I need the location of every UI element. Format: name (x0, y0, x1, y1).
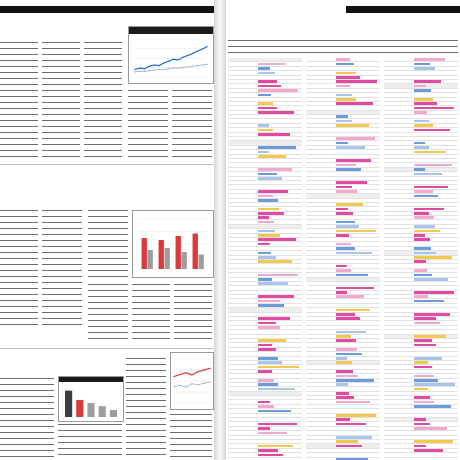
bottom-bar-chart (59, 377, 123, 421)
results-bar-fill (336, 168, 361, 171)
results-bar-fill (336, 436, 373, 439)
results-bar-fill (414, 379, 439, 382)
results-bar-fill (336, 269, 352, 272)
results-bar-fill (258, 410, 291, 413)
top-line-chart-point (144, 68, 145, 69)
bottom-bar-chart-title-bar (59, 377, 123, 382)
mid-bar-chart-bar (165, 248, 170, 269)
top-line-chart-point (163, 62, 164, 63)
results-bar-fill (414, 208, 444, 211)
results-bar-fill (414, 190, 434, 193)
results-bar-fill (336, 146, 365, 149)
results-bar-fill (414, 317, 436, 320)
results-bar-fill (336, 190, 357, 193)
results-bar-fill (336, 76, 361, 79)
right-masthead-bar (346, 6, 460, 13)
results-bar-fill (258, 208, 280, 211)
top-article-body-col-4 (128, 90, 168, 160)
results-bar-fill (414, 300, 445, 303)
results-table-2 (306, 58, 380, 460)
results-bar-fill (336, 423, 367, 426)
results-bar-fill (258, 85, 282, 88)
results-bar-fill (336, 124, 369, 127)
results-bar-fill (414, 111, 427, 114)
results-bar-fill (258, 366, 299, 369)
results-bar-fill (414, 445, 427, 448)
bottom-line-chart-point (173, 376, 174, 377)
results-bar-fill (414, 164, 452, 167)
results-bar-fill (414, 427, 447, 430)
mid-bar-chart-bar (176, 236, 181, 269)
results-bar-fill (336, 353, 362, 356)
results-bar-fill (258, 151, 270, 154)
results-bar-fill (336, 181, 368, 184)
results-bar-fill (414, 146, 430, 149)
results-bar-fill (414, 124, 434, 127)
results-bar-fill (258, 304, 285, 307)
top-article-body-col-5 (172, 90, 212, 160)
top-line-chart-point (197, 50, 198, 51)
results-bar-fill (258, 72, 275, 75)
bottom-bar-chart-bar (65, 391, 72, 417)
results-bar-fill (258, 168, 292, 171)
top-line-chart-point (178, 67, 179, 68)
results-bar-fill (414, 58, 446, 61)
results-bar-fill (414, 335, 447, 338)
results-bar-fill (258, 133, 290, 136)
results-bar-fill (336, 291, 348, 294)
bottom-line-chart-point (203, 369, 204, 370)
results-bar-fill (258, 155, 286, 158)
results-bar-fill (414, 278, 449, 281)
results-bar-fill (414, 375, 434, 378)
bottom-line-chart-point (197, 384, 198, 385)
bottom-line-chart-point (179, 374, 180, 375)
results-bar-fill (336, 265, 347, 268)
results-bar-fill (336, 203, 364, 206)
top-line-chart-point (149, 66, 150, 67)
top-line-chart-point (178, 59, 179, 60)
results-bar-fill (414, 291, 455, 294)
results-bar-fill (414, 234, 426, 237)
results-bar-fill (336, 309, 370, 312)
bottom-bar-chart-bar (99, 406, 106, 417)
results-bar-fill (258, 243, 270, 246)
top-line-chart-point (173, 59, 174, 60)
results-bar-fill (258, 199, 278, 202)
bottom-line-chart-point (185, 372, 186, 373)
results-bar-fill (258, 370, 273, 373)
results-bar-fill (414, 120, 429, 123)
results-bar-fill (336, 295, 364, 298)
results-bar-fill (414, 67, 435, 70)
results-bar-fill (258, 177, 282, 180)
results-bar-fill (336, 85, 351, 88)
results-bar-fill (258, 67, 271, 70)
results-table-col-2 (306, 58, 380, 456)
top-line-chart-point (192, 66, 193, 67)
top-line-chart (129, 27, 213, 83)
top-line-chart-point (192, 53, 193, 54)
results-bar-fill (336, 287, 374, 290)
mid-bar-chart-bar (193, 234, 198, 270)
results-bar-fill (258, 89, 298, 92)
results-bar-fill (258, 379, 274, 382)
mid-bar-chart-bar (182, 252, 187, 269)
bottom-line-chart-point (185, 386, 186, 387)
results-bar-fill (336, 274, 368, 277)
results-bar-fill (414, 230, 440, 233)
results-bar-fill (414, 247, 432, 250)
top-article-body-text (0, 42, 122, 160)
results-bar-fill (336, 159, 372, 162)
bottom-line-chart-point (173, 386, 174, 387)
results-bar-fill (336, 339, 356, 342)
right-intro-text (228, 40, 458, 54)
results-bar-fill (414, 89, 431, 92)
results-bar-fill (414, 313, 451, 316)
results-bar-fill (258, 190, 288, 193)
results-bar-fill (414, 361, 428, 364)
results-bar-fill (414, 383, 455, 386)
bottom-line-chart-point (197, 371, 198, 372)
bottom-line-chart-point (179, 385, 180, 386)
results-bar-fill (336, 440, 358, 443)
results-bar-fill (336, 401, 371, 404)
results-bar-fill (258, 454, 283, 457)
results-bar-fill (258, 107, 278, 110)
top-line-chart-point (149, 70, 150, 71)
top-line-chart-point (144, 71, 145, 72)
results-bar-fill (336, 370, 354, 373)
results-bar-fill (336, 164, 357, 167)
results-bar-fill (336, 137, 376, 140)
bottom-line-chart-panel (170, 352, 214, 410)
top-line-chart-panel (128, 26, 214, 84)
results-bar-fill (336, 120, 353, 123)
results-table-1 (228, 58, 302, 460)
results-bar-fill (414, 440, 454, 443)
bottom-line-chart (171, 353, 213, 409)
results-bar-fill (258, 129, 274, 132)
top-line-chart-point (206, 64, 207, 65)
left-page (0, 0, 214, 460)
results-bar-fill (414, 322, 441, 325)
results-bar-fill (414, 85, 427, 88)
results-bar-fill (336, 331, 366, 334)
results-bar-fill (336, 94, 352, 97)
results-bar-fill (258, 300, 280, 303)
results-bar-fill (336, 58, 350, 61)
results-bar-fill (414, 366, 433, 369)
results-bar-fill (258, 230, 276, 233)
results-bar-fill (258, 111, 294, 114)
results-bar-fill (258, 432, 287, 435)
results-bar-fill (258, 449, 279, 452)
top-line-chart-point (182, 67, 183, 68)
results-bar-fill (414, 256, 453, 259)
results-bar-fill (336, 357, 348, 360)
results-bar-fill (414, 225, 436, 228)
mid-bar-chart-bar (199, 255, 204, 270)
results-bar-fill (414, 151, 446, 154)
results-bar-fill (258, 212, 284, 215)
top-line-chart-point (158, 69, 159, 70)
left-divider-1 (0, 164, 214, 165)
results-bar-fill (336, 247, 356, 250)
results-table-col-3 (384, 58, 458, 456)
results-bar-fill (414, 173, 442, 176)
results-bar-fill (258, 238, 297, 241)
results-bar-fill (258, 348, 277, 351)
top-line-chart-point (139, 71, 140, 72)
mid-left-body-text (0, 210, 82, 328)
bottom-bar-chart-bar (76, 400, 83, 417)
results-bar-fill (258, 295, 295, 298)
bottom-right-body-text (126, 358, 166, 458)
results-bar-fill (258, 282, 289, 285)
results-bar-fill (336, 63, 355, 66)
results-bar-fill (336, 392, 350, 395)
results-bar-fill (336, 317, 360, 320)
bottom-line-chart-point (209, 368, 210, 369)
top-line-chart-point (202, 64, 203, 65)
results-bar-fill (258, 339, 287, 342)
results-bar-fill (414, 269, 428, 272)
results-bar-fill (336, 115, 348, 118)
results-bar-fill (336, 72, 356, 75)
results-bar-fill (258, 260, 293, 263)
results-bar-fill (336, 418, 350, 421)
right-page (226, 0, 460, 460)
results-bar-fill (258, 317, 291, 320)
results-bar-fill (258, 322, 276, 325)
mid-right-body-text (88, 210, 128, 280)
results-bar-fill (258, 361, 283, 364)
results-bar-fill (258, 173, 278, 176)
results-bar-fill (414, 186, 448, 189)
results-bar-fill (258, 94, 271, 97)
results-bar-fill (258, 326, 281, 329)
top-line-chart-point (134, 71, 135, 72)
results-bar-fill (258, 274, 299, 277)
results-bar-fill (258, 427, 271, 430)
results-bar-fill (414, 405, 451, 408)
top-line-chart-point (154, 64, 155, 65)
mid-bar-chart-panel (132, 210, 214, 278)
results-bar-fill (414, 98, 433, 101)
results-bar-fill (258, 405, 275, 408)
results-bar-fill (336, 221, 355, 224)
results-bar-fill (258, 344, 272, 347)
top-line-chart-point (168, 60, 169, 61)
top-line-chart-point (187, 55, 188, 56)
right-masthead-section (228, 6, 268, 13)
results-bar-fill (414, 339, 432, 342)
results-bar-fill (414, 388, 429, 391)
results-bar-fill (336, 335, 352, 338)
results-bar-fill (258, 63, 286, 66)
results-bar-fill (258, 256, 276, 259)
results-bar-fill (414, 80, 442, 83)
results-bar-fill (336, 80, 377, 83)
results-bar-fill (258, 146, 296, 149)
results-bar-fill (414, 63, 431, 66)
results-bar-fill (258, 278, 272, 281)
mid-right-body-col-3 (132, 284, 170, 344)
results-bar-fill (336, 379, 375, 382)
results-bar-fill (414, 252, 436, 255)
mid-bar-chart-bar (142, 238, 147, 269)
results-bar-fill (414, 107, 454, 110)
results-bar-fill (336, 225, 360, 228)
results-bar-fill (258, 195, 274, 198)
results-bar-fill (336, 445, 363, 448)
results-bar-fill (336, 361, 352, 364)
results-bar-fill (336, 186, 353, 189)
top-line-chart-point (173, 67, 174, 68)
top-line-chart-point (197, 65, 198, 66)
top-line-chart-point (134, 69, 135, 70)
mid-right-body-col-4 (174, 284, 212, 344)
results-bar-fill (336, 375, 358, 378)
bottom-line-chart-point (203, 383, 204, 384)
results-bar-fill (414, 418, 426, 421)
results-bar-fill (414, 396, 430, 399)
results-table-col-1 (228, 58, 302, 456)
results-bar-fill (336, 142, 349, 145)
results-bar-fill (414, 195, 438, 198)
results-bar-fill (258, 388, 295, 391)
results-bar-fill (414, 449, 443, 452)
results-bar-fill (414, 142, 425, 145)
results-bar-fill (258, 401, 270, 404)
bottom-bar-chart-bar (87, 403, 94, 417)
mid-bar-chart-bar (159, 240, 164, 269)
results-bar-fill (258, 357, 278, 360)
results-bar-fill (336, 396, 354, 399)
results-bar-fill (414, 129, 450, 132)
top-line-chart-point (168, 68, 169, 69)
results-bar-fill (258, 80, 277, 83)
results-bar-fill (258, 102, 273, 105)
results-bar-fill (336, 208, 349, 211)
left-masthead-bar (0, 6, 214, 13)
results-bar-fill (336, 234, 349, 237)
top-line-chart-point (139, 67, 140, 68)
left-divider-2 (0, 348, 214, 349)
top-line-chart-point (154, 69, 155, 70)
mid-bar-chart (133, 211, 213, 277)
results-bar-fill (258, 124, 269, 127)
results-bar-fill (258, 383, 279, 386)
bottom-left-body-col-2 (58, 424, 122, 458)
mid-bar-chart-bar (148, 250, 153, 269)
top-line-chart-point (202, 48, 203, 49)
mid-right-body-col-2 (88, 284, 128, 344)
results-bar-fill (336, 348, 358, 351)
top-line-chart-point (163, 69, 164, 70)
results-bar-fill (336, 102, 373, 105)
bottom-line-chart-point (209, 381, 210, 382)
results-bar-fill (258, 423, 298, 426)
results-bar-fill (414, 238, 430, 241)
bottom-bar-chart-panel (58, 376, 124, 422)
results-bar-fill (336, 383, 348, 386)
results-bar-fill (336, 243, 351, 246)
results-bar-fill (414, 102, 438, 105)
results-bar-fill (336, 98, 357, 101)
results-bar-fill (414, 216, 434, 219)
results-bar-fill (336, 212, 353, 215)
bottom-right-body-col-2 (170, 414, 212, 458)
results-bar-fill (414, 401, 435, 404)
results-bar-fill (414, 274, 432, 277)
top-line-chart-point (187, 66, 188, 67)
results-bar-fill (414, 423, 431, 426)
results-bar-fill (336, 313, 356, 316)
results-bar-fill (414, 344, 437, 347)
results-bar-fill (414, 212, 430, 215)
results-bar-fill (336, 252, 372, 255)
results-table-3 (384, 58, 458, 460)
bottom-line-chart-point (191, 383, 192, 384)
top-line-chart-title-bar (129, 27, 213, 34)
results-bar-fill (258, 252, 272, 255)
bottom-line-chart-point (191, 374, 192, 375)
bottom-bar-chart-bar (110, 410, 117, 417)
top-line-chart-point (182, 57, 183, 58)
results-bar-fill (258, 445, 294, 448)
results-bar-fill (414, 260, 426, 263)
results-bar-fill (258, 216, 270, 219)
results-bar-fill (258, 221, 274, 224)
results-bar-fill (336, 230, 376, 233)
top-line-chart-point (158, 65, 159, 66)
bottom-left-body-text (0, 378, 54, 458)
results-bar-fill (414, 295, 428, 298)
results-bar-fill (414, 357, 443, 360)
top-line-chart-point (206, 46, 207, 47)
results-bar-fill (258, 234, 280, 237)
page-gutter (214, 0, 226, 460)
results-bar-fill (336, 414, 377, 417)
results-bar-fill (414, 168, 426, 171)
